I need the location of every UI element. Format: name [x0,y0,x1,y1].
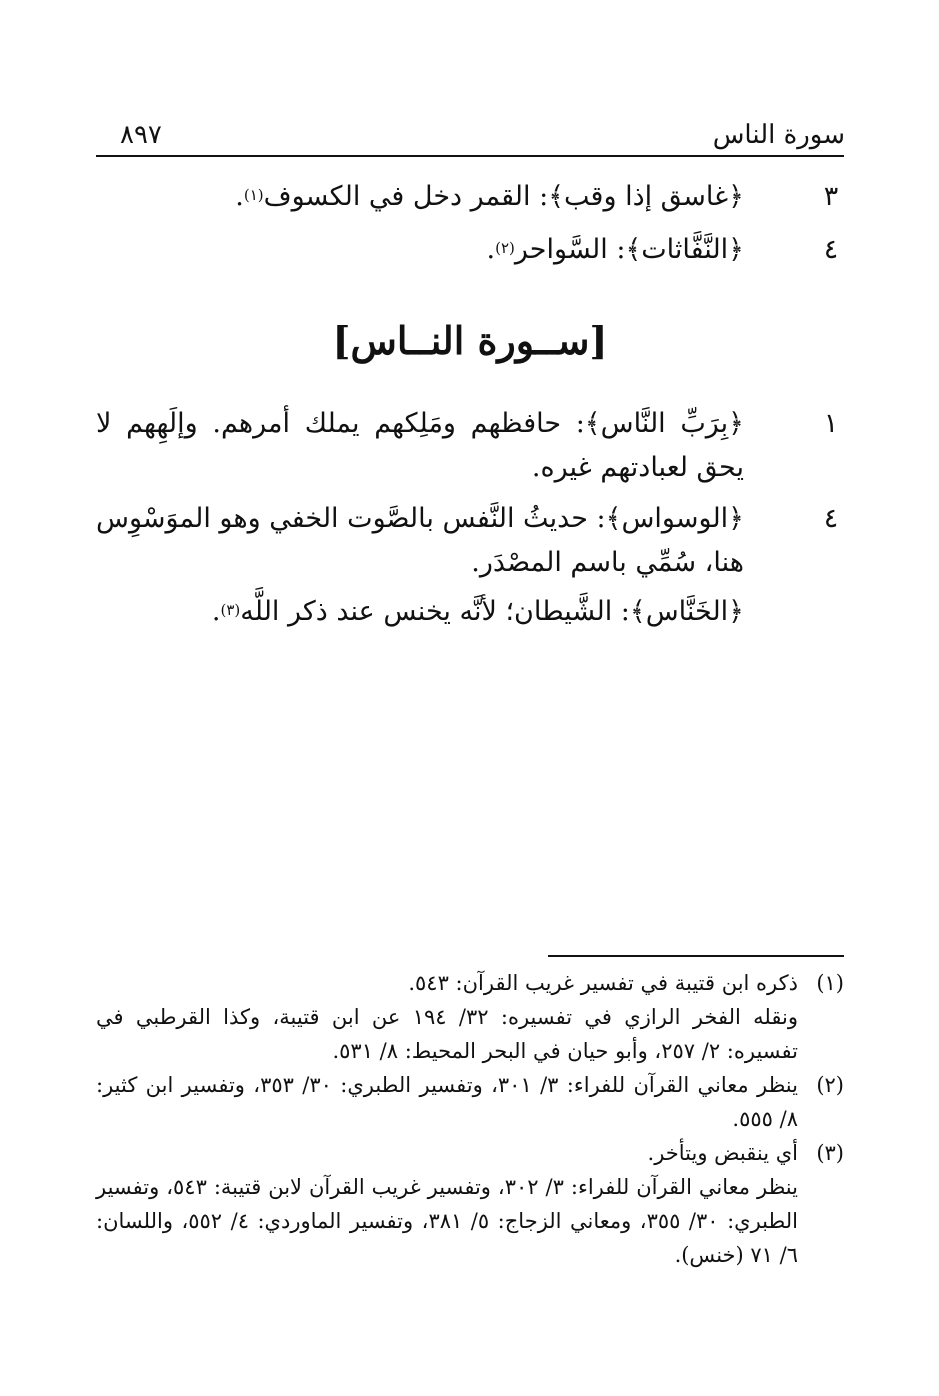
footnote-number: (١) [816,971,844,995]
page-number: ٨٩٧ [120,120,162,150]
verse-number: ٤ [823,503,839,534]
running-header-title: سورة الناس [712,120,845,150]
verse-number: ٤ [823,234,839,265]
verse-number: ١ [823,408,839,439]
footnote-ref: (٢) [495,239,515,257]
verse-entry [96,590,844,634]
verse-gloss: ﴿غاسق إذا وقب﴾: القمر دخل في الكسوف$^{(١)}$. [235,181,744,212]
surah-heading: [ســورة النــاس] [332,318,608,363]
footnote-text: ذكره ابن قتيبة في تفسير غريب القرآن: ٥٤٣. ونقله الفخر الرازي في تفسيره: ٣٢/ ١٩٤ عن ابن قتيبة، وكذا القرطبي في تفسيره: ٢/ ٢٥٧، وأبو حيان في البحر المحيط: ٨/ ٥٣١. [96,971,798,1063]
footnote-text: ينظر معاني القرآن للفراء: ٣/ ٣٠١، وتفسير الطبري: ٣٠/ ٣٥٣، وتفسير ابن كثير: ٨/ ٥٥٥. [96,1073,798,1131]
footnote [96,966,844,1068]
verse-entry [96,402,844,490]
footnote-divider [548,955,844,957]
footnote-ref: (٣) [220,601,241,619]
verse-entry [96,497,844,585]
verse-gloss: ﴿النَّفَّاثات﴾: السَّواحر$^{(٢)}$. [486,234,744,265]
verse-gloss: ﴿بِرَبِّ النَّاس﴾: حافظهم ومَلِكهم يملك أمرهم. وإلَهِهم لا يحق لعبادتهم غيره. [96,408,744,483]
footnote [96,1068,844,1136]
footnote-number: (٢) [816,1073,844,1097]
verse-gloss: ﴿الوسواس﴾: حديثُ النَّفس بالصَّوت الخفي وهو الموَسْوِس هنا، سُمِّي باسم المصْدَر. [96,503,744,578]
verse-entry [96,228,844,272]
footnote-ref: (١) [243,186,264,204]
footnote [96,1136,844,1272]
verse-entry [96,175,844,219]
footnote-number: (٣) [816,1141,844,1165]
verse-number: ٣ [823,181,839,212]
footnote-text: أي ينقبض ويتأخر. ينظر معاني القرآن للفراء: ٣/ ٣٠٢، وتفسير غريب القرآن لابن قتيبة: ٥٤٣، وتفسير الطبري: ٣٠/ ٣٥٥، ومعاني الزجاج: ٥/ ٣٨١، وتفسير الماوردي: ٤/ ٥٥٢، واللسان: ٦/ ٧١ (خنس). [96,1141,798,1267]
header-divider [96,155,844,157]
verse-gloss: ﴿الخَنَّاس﴾: الشَّيطان؛ لأنَّه يخنس عند ذكر اللَّه$^{(٣)}$. [211,596,744,627]
